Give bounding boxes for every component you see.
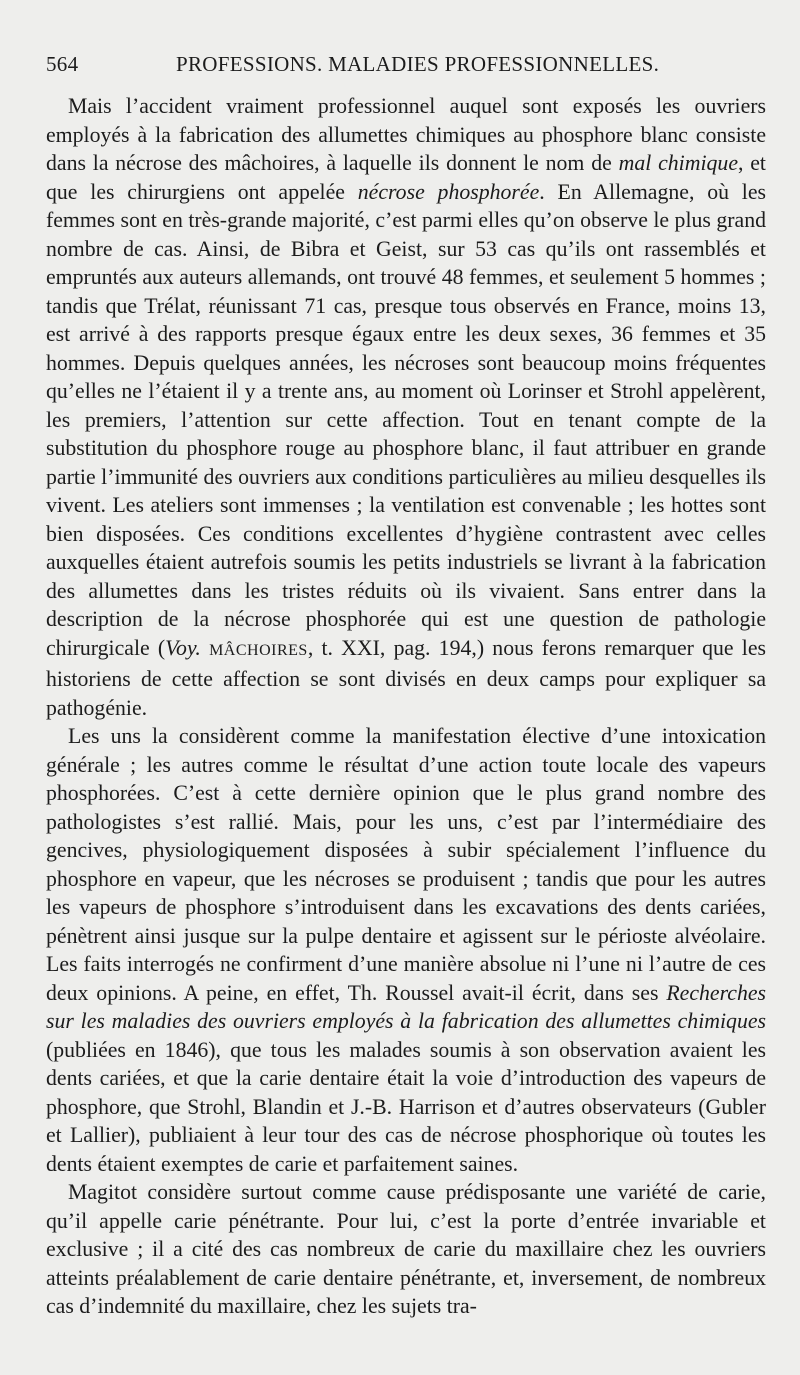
body-text [46, 92, 766, 1321]
italic-term-necrose-phosphoree: nécrose phosphorée [357, 179, 540, 204]
paragraph-1-space [201, 636, 209, 660]
paragraph-1-text-3: . En Allemagne, où les femmes sont en très-grande majorité, c’est parmi elles qu’on observe le plus grand nombre de cas. Ainsi, de Bibra et Geist, sur 53 cas qu’ils ont rassemblés et empruntés aux auteurs allemands, ont trouvé 48 femmes, et seulement 5 hommes ; tandis que Trélat, réunissant 71 cas, presque tous observés en France, moins 13, est arrivé à des rapports presque égaux entre les deux sexes, 36 femmes et 35 hommes. Depuis quelques années, les nécroses sont beaucoup moins fréquentes qu’elles ne l’étaient il y a trente ans, au moment où Lorinser et Strohl appelèrent, les premiers, l’attention sur cette affection. Tout en tenant compte de la substitution du phosphore rouge au phosphore blanc, il faut attribuer en grande partie l’immunité des ouvriers aux conditions particulières au milieu desquelles ils vivent. Les ateliers sont immenses ; la ventilation est convenable ; les hottes sont bien disposées. Ces conditions excellentes d’hygiène contrastent avec celles auxquelles étaient autrefois soumis les petits industriels se livrant à la fabrication des allumettes dans les tristes réduits où ils vivaient. Sans entrer dans la description de la nécrose phosphorée qui est une question de pathologie chirurgicale ( [46, 179, 766, 660]
small-caps-machoires: MÂCHOIRES [209, 641, 308, 659]
page-number: 564 [46, 52, 79, 76]
paragraph-2 [46, 722, 766, 1178]
paragraph-1 [46, 92, 766, 722]
running-head: PROFESSIONS. MALADIES PROFESSIONNELLES. [176, 52, 660, 76]
paragraph-3-text-1: Magitot considère surtout comme cause prédisposante une variété de carie, qu’il appelle carie pénétrante. Pour lui, c’est la porte d’entrée invariable et exclusive ; il a cité des cas nombreux de carie du maxillaire chez les ouvriers atteints préalablement de carie dentaire pénétrante, et, inversement, de nombreux cas d’indemnité du maxillaire, chez les sujets tra- [46, 1180, 766, 1318]
italic-voy: Voy. [165, 635, 201, 660]
page-header [46, 52, 766, 86]
italic-term-mal-chimique: mal chimique [618, 151, 738, 175]
paragraph-2-text-1: Les uns la considèrent comme la manifestation élective d’une intoxication générale ; les autres comme le résultat d’une action toute locale des vapeurs phosphorées. C’est à cette dernière opinion que le plus grand nombre des pathologistes s’est rallié. Mais, pour les uns, c’est par l’intermédiaire des gencives, physiologiquement disposées à subir spécialement l’influence du phosphore en vapeur, que les nécroses se produisent ; tandis que pour les autres les vapeurs de phosphore s’introduisent dans les excavations des dents cariées, pénètrent ainsi jusque sur la pulpe dentaire et agissent sur le périoste alvéolaire. Les faits interrogés ne confirment d’une manière absolue ni l’une ni l’autre de ces deux opinions. A peine, en effet, Th. Roussel avait-il écrit, dans ses [46, 724, 766, 1005]
paragraph-1-text-2: , et que les chirurgiens ont appelée [46, 151, 766, 204]
paragraph-1-text-1: Mais l’accident vraiment professionnel auquel sont exposés les ouvriers employés à la fabrication des allumettes chimiques au phosphore blanc consiste dans la nécrose des mâchoires, à laquelle ils donnent le nom de [46, 94, 766, 175]
paragraph-2-text-2: (publiées en 1846), que tous les malades soumis à son observation avaient les dents cariées, et que la carie dentaire était la voie d’introduction des vapeurs de phosphore, que Strohl, Blandin et J.-B. Harrison et d’autres observateurs (Gubler et Lallier), publiaient à leur tour des cas de nécrose phosphorique où toutes les dents étaient exemptes de carie et parfaitement saines. [46, 1037, 766, 1176]
paragraph-3 [46, 1178, 766, 1321]
italic-book-title: Recherches sur les maladies des ouvriers employés à la fabrication des allumettes chimiques [46, 980, 766, 1033]
paragraph-1-text-4: , t. XXI, pag. 194,) nous ferons remarquer que les historiens de cette affection se sont divisés en deux camps pour expliquer sa pathogénie. [46, 635, 766, 720]
